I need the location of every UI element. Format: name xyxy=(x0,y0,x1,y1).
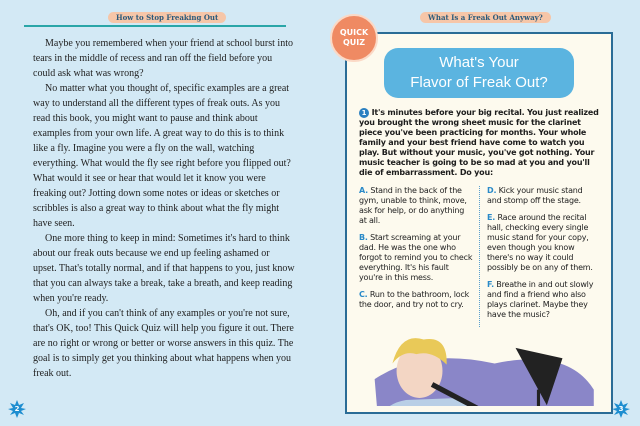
option-a: A. Stand in the back of the gym, unable to think, move, ask for help, or do anything at all. xyxy=(359,186,467,225)
quiz-card xyxy=(345,32,613,414)
option-d: D. Kick your music stand and stomp off the stage. xyxy=(487,186,583,205)
clarinet-player-illustration xyxy=(359,327,599,406)
options-right xyxy=(479,186,599,327)
question-number: 1 xyxy=(359,108,369,118)
option-b: B. Start screaming at your dad. He was the one who forgot to remind you to check everything. It's his fault you're in this mess. xyxy=(359,233,473,282)
question: 1 It's minutes before your big recital. You just realized you brought the wrong sheet music for the clarinet piece you've been practicing for months. Your whole family and your best friend have come to watch you play. But without your music, you've got nothing. Your music teacher is going to be so mad at you and you'll die of embarrassment. Do you: xyxy=(359,108,599,177)
header-rule xyxy=(24,25,286,27)
left-page-text xyxy=(33,36,295,381)
paragraph: One more thing to keep in mind: Sometimes it's hard to think about our freak outs because we end up feeling ashamed or upset. That's totally normal, and if that happens to you, just know that you can always take a break, take a breath, and keep reading when you're ready. xyxy=(33,233,295,304)
page-number-right: 3 xyxy=(612,400,630,418)
running-head-right: What Is a Freak Out Anyway? xyxy=(420,12,551,23)
quick-quiz-badge: QUICK QUIZ xyxy=(330,14,378,62)
paragraph: Maybe you remembered when your friend at school burst into tears in the middle of recess and ran off the field before you could ask what was wrong? xyxy=(33,38,293,79)
options xyxy=(359,186,599,327)
option-f: F. Breathe in and out slowly and find a friend who also plays clarinet. Maybe they have the music? xyxy=(487,280,594,319)
options-left xyxy=(359,186,479,327)
paragraph: No matter what you thought of, specific examples are a great way to understand all the different types of freak outs. As you read this book, you might want to pause and think about examples from your own life. A great way to do this is to think like a fly. Imagine you were a fly on the wall, watching everything. What would the fly see right before you flipped out? What would it see or hear that would let it know you were freaking out? Jotting down some notes or ideas or sketches or scribbles is also a great way to think about what the fly might have seen. xyxy=(33,83,291,229)
page-number-left: 2 xyxy=(8,400,26,418)
quiz-title: What's Your Flavor of Freak Out? xyxy=(384,48,574,98)
paragraph: Oh, and if you can't think of any examples or you're not sure, that's OK, too! This Quick Quiz will help you figure it out. There are no right or wrong or better or worse answers in this quiz. The goal is to simply get you thinking about what happens when you freak out. xyxy=(33,308,294,379)
option-e: E. Race around the recital hall, checking every single music stand for your copy, even though you know there's no way it could possibly be on any of them. xyxy=(487,213,593,272)
option-c: C. Run to the bathroom, lock the door, and try not to cry. xyxy=(359,290,470,309)
running-head-left: How to Stop Freaking Out xyxy=(108,12,226,23)
